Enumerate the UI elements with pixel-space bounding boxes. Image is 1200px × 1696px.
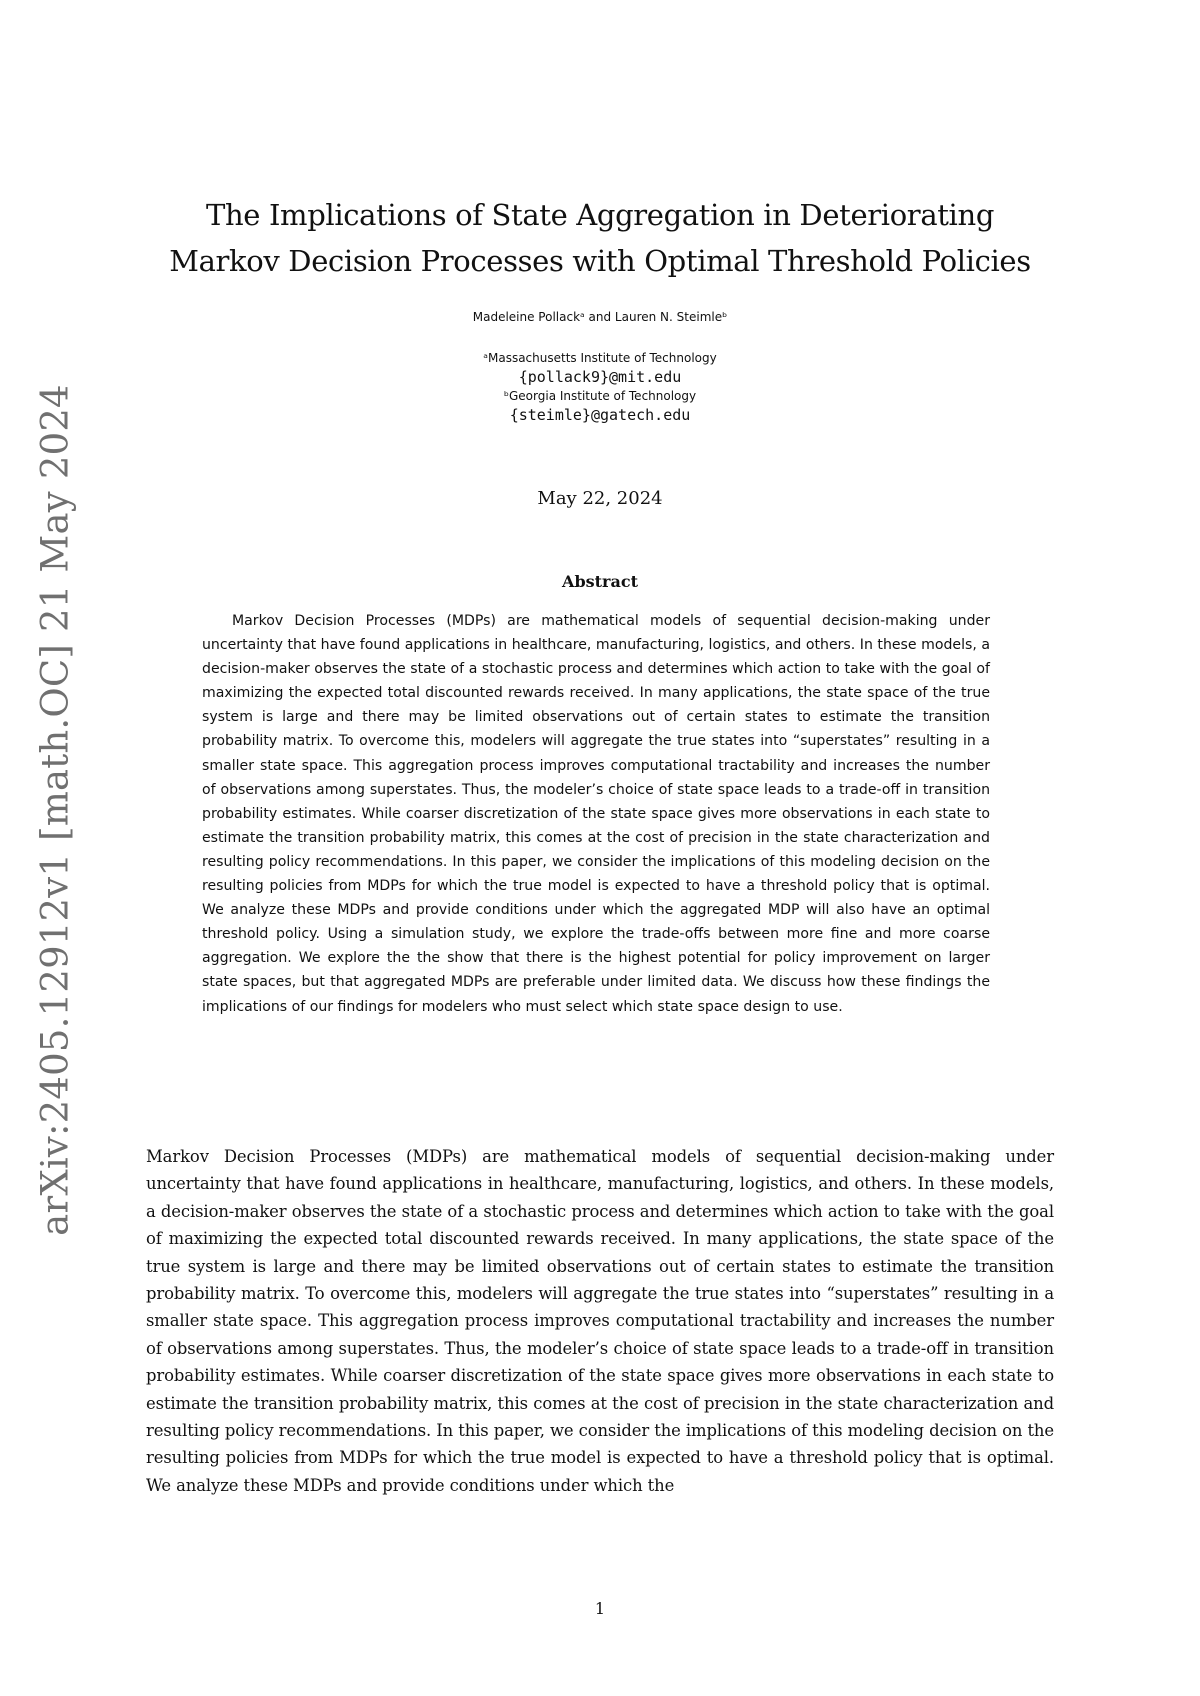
page-number: 1 bbox=[594, 1599, 606, 1618]
title-line-1: The Implications of State Aggregation in Deteriorating bbox=[205, 198, 995, 232]
affiliation-mit: ᵃMassachusetts Institute of Technology bbox=[483, 351, 717, 365]
title-line-2: Markov Decision Processes with Optimal Threshold Policies bbox=[169, 244, 1031, 278]
paper-date: May 22, 2024 bbox=[537, 488, 663, 509]
email-mit: {pollack9}@mit.edu bbox=[518, 368, 682, 386]
email-gatech: {steimle}@gatech.edu bbox=[509, 406, 691, 424]
body-paragraph: Markov Decision Processes (MDPs) are mathematical models of sequential decision-making under uncertainty that have found applications in healthcare, manufacturing, logistics, and others. In these models, a decision-maker observes the state of a stochastic process and determines which action to take with the goal of maximizing the expected total discounted rewards received. In many applications, the state space of the true system is large and there may be limited observations out of certain states to estimate the transition probability matrix. To overcome this, modelers will aggregate the true states into “superstates” resulting in a smaller state space. This aggregation process improves computational tractability and increases the number of observations among superstates. Thus, the modeler’s choice of state space leads to a trade-off in transition probability estimates. While coarser discretization of the state space gives more observations in each state to estimate the transition probability matrix, this comes at the cost of precision in the state characterization and resulting policy recommendations. In this paper, we consider the implications of this modeling decision on the resulting policies from MDPs for which the true model is expected to have a threshold policy that is optimal. We analyze these MDPs and provide conditions under which the bbox=[146, 1147, 1054, 1495]
paper-title bbox=[150, 192, 1050, 284]
arxiv-side-stamp: arXiv:2405.12912v1 [math.OC] 21 May 2024 bbox=[33, 384, 77, 1236]
abstract-heading: Abstract bbox=[562, 572, 638, 591]
author-list: Madeleine Pollackᵃ and Lauren N. Steimleᵇ bbox=[472, 310, 728, 324]
abstract-text: Markov Decision Processes (MDPs) are mathematical models of sequential decision-making under uncertainty that have found applications in healthcare, manufacturing, logistics, and others. In these models, a decision-maker observes the state of a stochastic process and determines which action to take with the goal of maximizing the expected total discounted rewards received. In many applications, the state space of the true system is large and there may be limited observations out of certain states to estimate the transition probability matrix. To overcome this, modelers will aggregate the true states into “superstates” resulting in a smaller state space. This aggregation process improves computational tractability and increases the number of observations among superstates. Thus, the modeler’s choice of state space leads to a trade-off in transition probability estimates. While coarser discretization of the state space gives more observations in each state to estimate the transition probability matrix, this comes at the cost of precision in the state characterization and resulting policy recommendations. In this paper, we consider the implications of this modeling decision on the resulting policies from MDPs for which the true model is expected to have a threshold policy that is optimal. We analyze these MDPs and provide conditions under which the aggregated MDP will also have an optimal threshold policy. Using a simulation study, we explore the trade-offs between more fine and more coarse aggregation. We explore the the show that there is the highest potential for policy improvement on larger state spaces, but that aggregated MDPs are preferable under limited data. We discuss how these findings the implications of our findings for modelers who must select which state space design to use. bbox=[202, 613, 990, 1015]
affiliations bbox=[0, 350, 1200, 426]
affiliation-gatech: ᵇGeorgia Institute of Technology bbox=[503, 389, 697, 403]
